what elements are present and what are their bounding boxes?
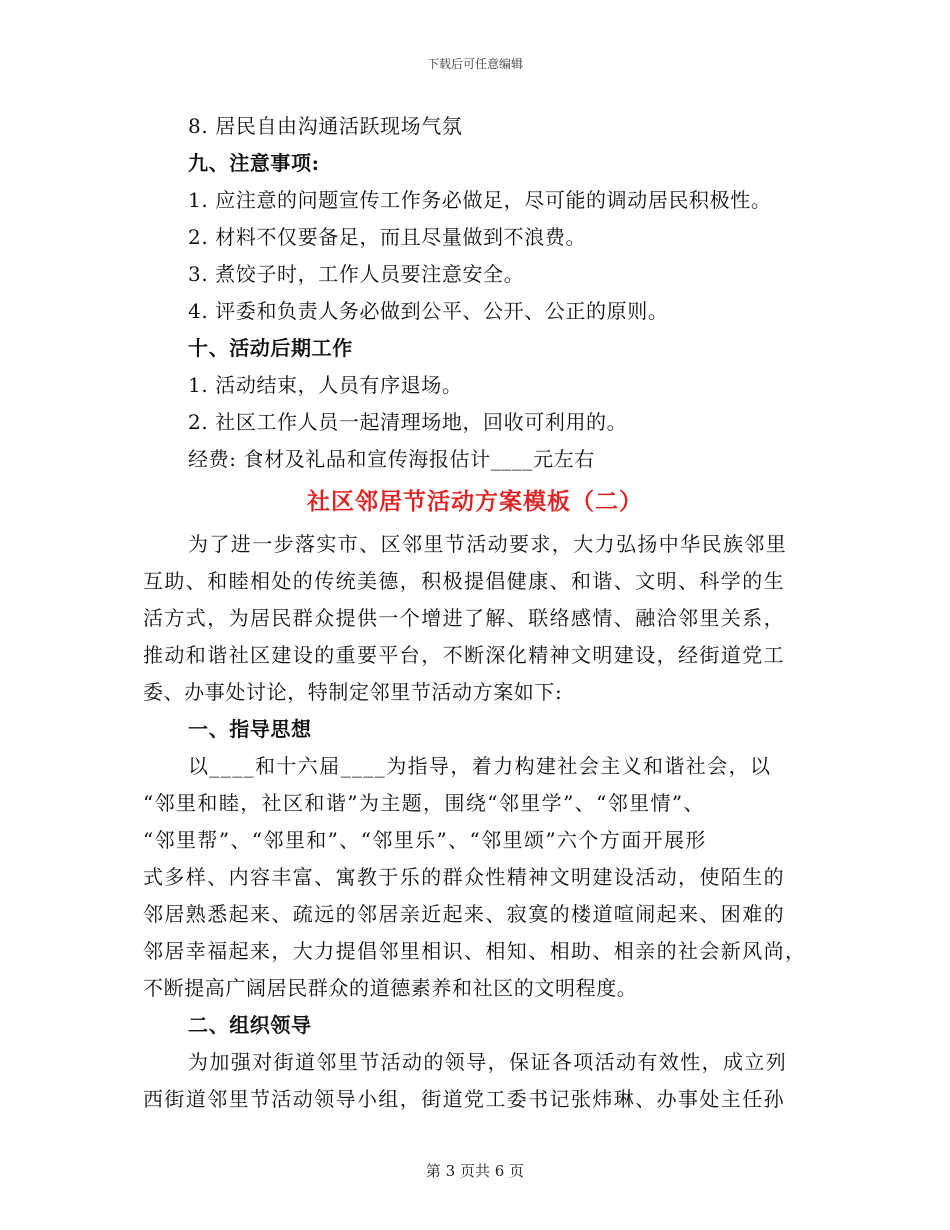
- paragraph-line: 推动和谐社区建设的重要平台，不断深化精神文明建设，经街道党工: [143, 643, 785, 667]
- body-line: 8. 居民自由沟通活跃现场气氛: [188, 114, 463, 138]
- paragraph-line: 邻居幸福起来，大力提倡邻里相识、相知、相助、相亲的社会新风尚，: [143, 939, 807, 963]
- body-line: 1. 应注意的问题宣传工作务必做足，尽可能的调动居民积极性。: [188, 188, 772, 212]
- document-title: 社区邻居节活动方案模板（二）: [307, 488, 643, 515]
- section-heading: 二、组织领导: [188, 1013, 312, 1037]
- paragraph-line: “邻里和睦，社区和谐”为主题，围绕“邻里学”、“邻里情”、: [143, 791, 705, 815]
- paragraph-line: 为了进一步落实市、区邻里节活动要求，大力弘扬中华民族邻里: [188, 532, 788, 556]
- body-line: 2. 材料不仅要备足，而且尽量做到不浪费。: [188, 225, 587, 249]
- paragraph-line: “邻里帮”、“邻里和”、“邻里乐”、“邻里颂”六个方面开展形: [143, 828, 707, 852]
- paragraph-line: 不断提高广阔居民群众的道德素养和社区的文明程度。: [143, 976, 638, 1000]
- body-line: 4. 评委和负责人务必做到公平、公开、公正的原则。: [188, 299, 669, 323]
- body-line: 2. 社区工作人员一起清理场地，回收可利用的。: [188, 410, 628, 434]
- paragraph-line: 互助、和睦相处的传统美德，积极提倡健康、和谐、文明、科学的生: [143, 569, 785, 593]
- page-footer: 第 3 页共 6 页: [425, 1162, 525, 1180]
- body-line: 3. 煮饺子时，工作人员要注意安全。: [188, 262, 525, 286]
- section-heading: 十、活动后期工作: [188, 336, 353, 360]
- body-line: 1. 活动结束，人员有序退场。: [188, 373, 463, 397]
- paragraph-line: 以____和十六届____为指导，着力构建社会主义和谐社会，以: [188, 754, 772, 778]
- paragraph-line: 活方式，为居民群众提供一个增进了解、联络感情、融洽邻里关系，: [143, 606, 785, 630]
- paragraph-line: 委、办事处讨论，特制定邻里节活动方案如下:: [143, 680, 563, 704]
- paragraph-line: 西街道邻里节活动领导小组，街道党工委书记张炜琳、办事处主任孙: [143, 1087, 785, 1111]
- page-header: 下载后可任意编辑: [426, 57, 523, 71]
- paragraph-line: 为加强对街道邻里节活动的领导，保证各项活动有效性，成立列: [188, 1050, 788, 1074]
- paragraph-line: 式多样、内容丰富、寓教于乐的群众性精神文明建设活动，使陌生的: [143, 865, 785, 889]
- paragraph-line: 邻居熟悉起来、疏远的邻居亲近起来、寂寞的楼道喧闹起来、困难的: [143, 902, 785, 926]
- section-heading: 一、指导思想: [188, 717, 312, 741]
- document-body: [0, 108, 950, 1118]
- section-heading: 九、注意事项:: [188, 151, 320, 175]
- body-line: 经费: 食材及礼品和宣传海报估计____元左右: [188, 447, 595, 471]
